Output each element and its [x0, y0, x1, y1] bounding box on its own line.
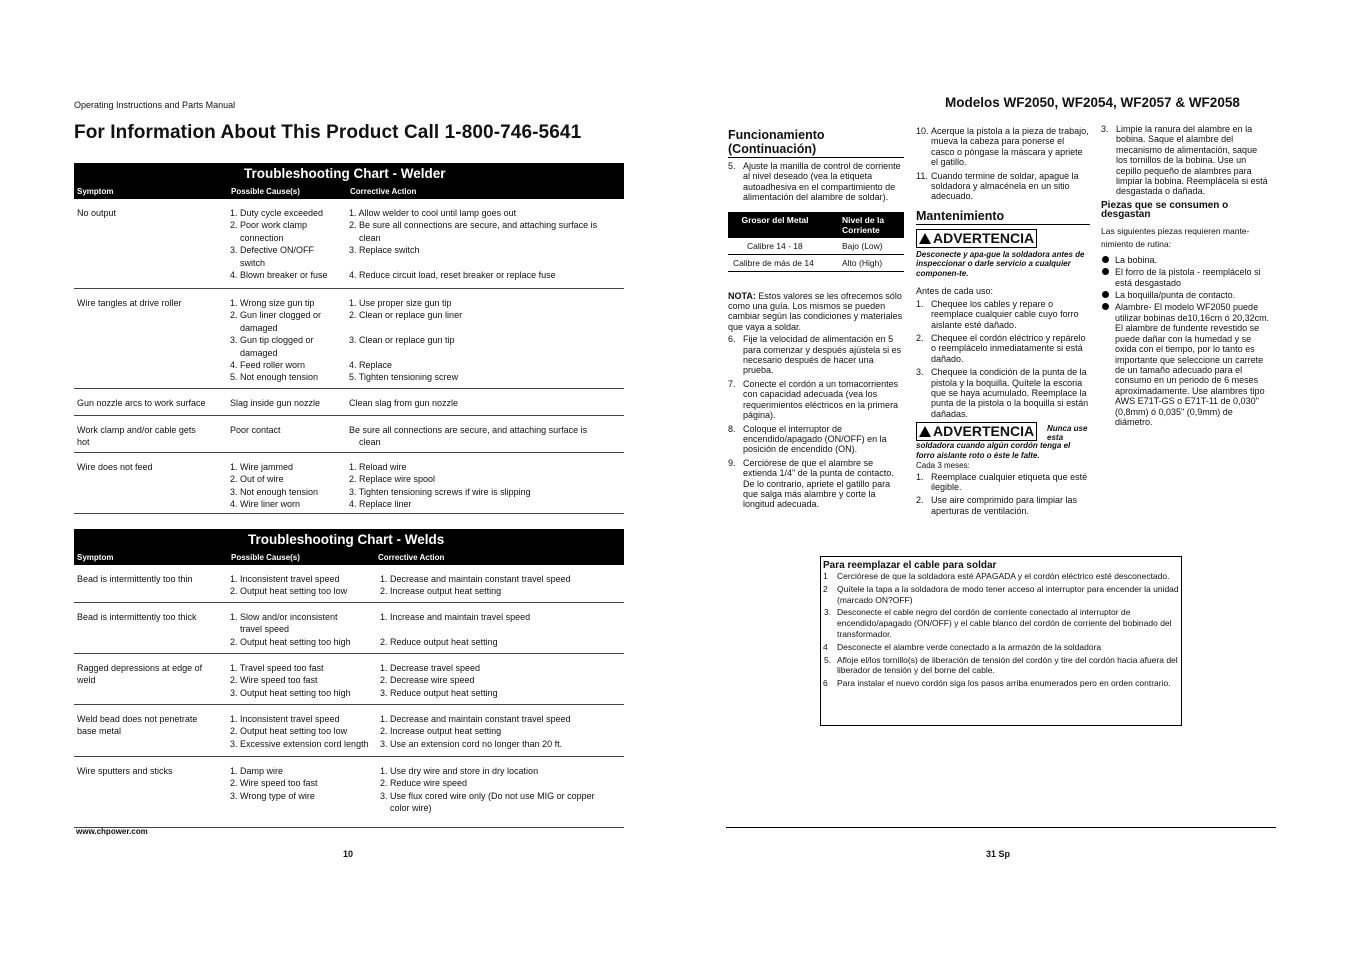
table-cell-causes [230, 207, 328, 281]
chart-title-bar [74, 529, 624, 551]
table-row [74, 453, 624, 514]
cell-line: 4. Wire liner worn [230, 499, 301, 510]
cell-line: hot [77, 437, 90, 448]
col-causes: Possible Cause(s) [231, 553, 300, 562]
cell-line: 3. Use flux cored wire only (Do not use MIG or copper [380, 790, 595, 801]
cell-line: Bead is intermittently too thin [77, 574, 193, 584]
cell-line: 3. Clean or replace gun tip [349, 335, 455, 346]
column-3 [1101, 124, 1271, 429]
item-text: Acerque la pistola a la pieza de trabajo, mueva la cabeza para ponerse el casco o póngase la máscara y apriete el gatillo. [931, 126, 1089, 168]
cell-line: 2. Reduce wire speed [380, 778, 468, 789]
item-text: Conecte el cordón a un tomacorrientes con capacidad adecuada (vea los requerimientos eléctricos en la primera página). [743, 378, 899, 421]
cell-line: Clean slag from gun nozzle [349, 398, 459, 408]
step-text: Desconecte el alambre verde conectado a la armazón de la soldadora [837, 641, 1102, 652]
table-row [728, 238, 904, 255]
cell-line: 2. Increase output heat setting [380, 726, 502, 737]
step-text: Cerciórese de que la soldadora esté APAGADA y el cordón eléctrico esté desconectado. [837, 571, 1170, 581]
cell-line: Poor contact [230, 425, 281, 435]
item-text: Cerciórese de que el alambre se extienda 1/4" de la punta de contacto. De lo contrario, apriete el gatillo para que salga más alambre y corte la longitud adecuada. [743, 457, 894, 510]
list-item [728, 424, 904, 455]
cell-line: 3. Wrong type of wire [230, 790, 315, 801]
cell-line: 1. Decrease and maintain constant travel speed [380, 714, 571, 724]
cell-line: 4. Feed roller worn [230, 360, 306, 371]
list-item [916, 299, 1090, 330]
cell-line: 2. Output heat setting too low [230, 586, 348, 597]
table-row [74, 289, 624, 389]
item-number: 6. [728, 334, 736, 345]
item-number: 11. [916, 170, 928, 181]
current-table [728, 212, 904, 272]
cell-line: 2. Reduce output heat setting [380, 636, 498, 647]
item-list [728, 334, 904, 510]
item-list [916, 126, 1090, 202]
cell-line: 2. Out of wire [230, 474, 284, 485]
column-2 [916, 126, 1090, 519]
cell-line: damaged [240, 347, 278, 358]
cell-line: clean [359, 437, 381, 448]
cell-line: 3. Not enough tension [230, 486, 319, 497]
table-cell-symptom [77, 765, 173, 777]
item-text: Coloque el interruptor de encendido/apagado (ON/OFF) en la posición de encendido (ON). [743, 423, 887, 455]
bullet-item [1101, 255, 1271, 265]
item-text: Use aire comprimido para limpiar las aperturas de ventilación. [931, 495, 1078, 516]
list-item [916, 367, 1090, 419]
cell-line: connection [240, 232, 284, 243]
section-rule [916, 224, 1090, 225]
item-number: 2. [916, 332, 924, 343]
table-cell-causes [230, 611, 351, 648]
cell-line: Ragged depressions at edge of [77, 663, 203, 673]
warning-1-text: Desconecte y apa-gue la soldadora antes de inspeccionar o darle servicio a cualquier componen-te. [916, 249, 1085, 278]
cell-line [380, 623, 530, 635]
page-number: 31 Sp [986, 849, 1011, 859]
replace-step [821, 655, 1181, 677]
page-number: 10 [343, 849, 354, 859]
step-text: Para instalar el nuevo cordón siga los pasos arriba enumerados pero en orden contrario. [837, 678, 1171, 689]
item-number: 2. [916, 495, 924, 506]
step-number: 2 [823, 583, 828, 594]
item-number: 1. [916, 471, 924, 482]
table-cell-causes [230, 662, 351, 699]
table-cell-current: Bajo (Low) [842, 240, 883, 251]
step-number: 3. [824, 607, 832, 618]
welds-troubleshooting-chart [74, 529, 624, 828]
cell-line: 2. Poor work clamp [230, 220, 308, 231]
table-header-current: Nivel de la Corriente [842, 214, 885, 235]
nota-text: Estos valores se les ofrecemos sólo como una guía. Los mismos se pueden cambiar según las condiciones y materiales que vaya a soldar. [728, 290, 903, 332]
cell-line: 2. Decrease wire speed [380, 675, 475, 686]
bullet-text: La bobina. [1115, 254, 1158, 265]
list-item [916, 472, 1090, 493]
table-cell-causes [230, 461, 318, 511]
cell-line: 1. Wrong size gun tip [230, 298, 315, 308]
table-row [74, 757, 624, 828]
table-cell-symptom [77, 662, 202, 687]
col-action: Corrective Action [350, 187, 417, 196]
table-cell-symptom [77, 611, 197, 623]
bullet-dot-icon [1102, 291, 1109, 298]
mantenimiento-title: Mantenimiento [916, 208, 1005, 223]
cell-line: Wire does not feed [77, 462, 153, 472]
item-number: 1. [916, 298, 924, 309]
item-list [1101, 124, 1271, 197]
bullet-item [1101, 267, 1271, 288]
table-cell-actions [349, 461, 531, 511]
replace-step [821, 678, 1181, 689]
cell-line: 1. Use dry wire and store in dry location [380, 766, 539, 776]
table-row [74, 603, 624, 654]
table-header-metal: Grosor del Metal [741, 214, 809, 225]
list-item [728, 379, 904, 421]
cell-line: Slag inside gun nozzle [230, 398, 321, 408]
bullet-dot-icon [1102, 268, 1109, 275]
bullet-text: El forro de la pistola - reemplácelo si está desgastado [1115, 267, 1261, 288]
table-cell-causes [230, 713, 369, 750]
item-text: Limpie la ranura del alambre en la bobina. Saque el alambre del mecanismo de alimentación, saque los tornillos de la bobina. Use un cepillo pequeño de alambres para limpiar la bobina. Reemplácela si está desgastada o dañada. [1116, 124, 1268, 197]
manual-header: Operating Instructions and Parts Manual [74, 100, 236, 110]
cell-line: clean [359, 232, 381, 243]
piezas-title: Piezas que se consumen o desgastan [1101, 199, 1229, 221]
item-number: 7. [728, 378, 736, 389]
antes-label: Antes de cada uso: [916, 286, 994, 297]
cell-line: No output [77, 208, 117, 218]
warning-badge [916, 422, 1037, 441]
bullet-text: La boquilla/punta de contacto. [1115, 290, 1236, 301]
item-number: 8. [728, 423, 736, 434]
cell-line: Wire tangles at drive roller [77, 298, 182, 308]
cell-line: 1. Decrease travel speed [380, 663, 481, 673]
cell-line: 1. Damp wire [230, 766, 284, 776]
item-number: 3. [1101, 124, 1109, 134]
table-cell-causes [230, 397, 320, 409]
col-symptom: Symptom [77, 187, 114, 196]
table-cell-symptom [77, 573, 193, 585]
table-cell-causes [230, 765, 318, 802]
table-cell-actions [349, 297, 462, 384]
item-text: Chequee la condición de la punta de la pistola y la boquilla. Quítele la escoria que se haya acumulado. Reemplace la punta de la pistola o la boquilla si están dañadas. [931, 367, 1089, 419]
funcionamiento-section [728, 128, 904, 513]
table-cell-actions [380, 611, 530, 648]
item-list [728, 161, 904, 203]
cell-line: 1. Inconsistent travel speed [230, 574, 340, 584]
cell-line: Wire sputters and sticks [77, 766, 173, 776]
cell-line: 5. Tighten tensioning screw [349, 372, 459, 383]
list-item [916, 333, 1090, 364]
cell-line: switch [240, 257, 266, 268]
list-item [1101, 124, 1271, 197]
table-cell-symptom [77, 424, 196, 449]
list-item [728, 334, 904, 376]
cell-line: Work clamp and/or cable gets [77, 425, 196, 435]
item-list [916, 472, 1090, 517]
cell-line: 1. Wire jammed [230, 462, 294, 472]
cell-line: 1. Duty cycle exceeded [230, 208, 324, 218]
cell-line: 1. Allow welder to cool until lamp goes out [349, 208, 517, 218]
item-list [916, 299, 1090, 419]
replace-cable-box [820, 556, 1182, 726]
table-cell-current: Alto (High) [842, 257, 883, 268]
step-number: 1 [823, 571, 828, 581]
footer-url: www.chpower.com [76, 827, 148, 836]
table-cell-symptom [77, 397, 206, 409]
welder-troubleshooting-chart [74, 163, 624, 514]
step-text: Desconecte el cable negro del cordón de corriente conectado al interruptor de encendido/apagado (ON/OFF) y el cable blanco del cordón de corriente del bobinado del transformador. [837, 607, 1172, 639]
cell-line: Gun nozzle arcs to work surface [77, 398, 206, 408]
section-title-line1: Funcionamiento [728, 128, 825, 142]
table-row [74, 654, 624, 705]
warning-2-lead: Nunca use esta [1047, 424, 1088, 443]
bullet-item [1101, 302, 1271, 427]
cell-line: 2. Output heat setting too high [230, 636, 351, 647]
cell-line: 1. Increase and maintain travel speed [380, 612, 531, 622]
cell-line: 4. Replace liner [349, 499, 412, 510]
warning-icon [919, 426, 931, 437]
cell-line: 2. Output heat setting too low [230, 726, 348, 737]
footer-rule [726, 827, 1276, 828]
warning-icon [919, 233, 931, 244]
table-cell-metal: Calibre 14 - 18 [747, 240, 803, 251]
bullet-item [1101, 290, 1271, 300]
cell-line: 3. Output heat setting too high [230, 687, 351, 698]
warning-2 [916, 422, 1090, 441]
nota [728, 291, 904, 333]
warning-2-text: soldadora cuando algún cordón tenga el forro aislante roto o éste le falte. [916, 441, 1071, 460]
cell-line [349, 257, 597, 269]
table-row [74, 199, 624, 289]
cell-line: 5. Not enough tension [230, 372, 319, 383]
table-cell-actions [380, 662, 498, 699]
table-row [74, 389, 624, 416]
cell-line: 3. Defective ON/OFF [230, 245, 315, 256]
item-number: 5. [728, 161, 736, 171]
cell-line: 1. Travel speed too fast [230, 663, 324, 673]
cell-line: Weld bead does not penetrate [77, 714, 198, 724]
step-number: 5. [824, 654, 832, 665]
chart-title-bar [74, 163, 624, 185]
table-cell-actions [349, 397, 458, 409]
cell-line: 2. Increase output heat setting [380, 586, 502, 597]
table-cell-causes [230, 424, 281, 436]
chart-column-headers [74, 185, 624, 199]
bullet-dot-icon [1102, 303, 1109, 310]
item-text: Fije la velocidad de alimentación en 5 para comenzar y después ajústela si es necesario después de hacer una prueba. [743, 334, 902, 376]
section-rule [728, 157, 904, 158]
table-row [74, 705, 624, 757]
cell-line [349, 322, 462, 334]
step-text: Afloje el/los tornillo(s) de liberación de tensión del cordón y tire del cordón hacia afuera del liberador de tensión y del borne del cable. [837, 654, 1178, 676]
cell-line [349, 347, 462, 359]
cell-line: Be sure all connections are secure, and attaching surface is [349, 425, 588, 435]
warning-badge [916, 229, 1037, 248]
bullet-text: Alambre- El modelo WF2050 puede utilizar bobinas de10,16cm ó 20,32cm. El alambre de fundente revestido se puede dañar con la humedad y se oxida con el tiempo, por lo tanto es importante que seleccione un carrete de un tamaño adecuado para el consumo en un periodo de 6 meses aproximadamente. Use alambres tipo AWS E71T-GS o E71T-11 de 0,030" (0,8mm) ó 0,035" (0,9mm) de diámetro. [1115, 302, 1270, 427]
cell-line: 4. Replace [349, 360, 393, 371]
table-row [74, 416, 624, 453]
table-cell-symptom [77, 713, 197, 738]
cell-line: 1. Use proper size gun tip [349, 298, 452, 308]
replace-step [821, 571, 1181, 582]
table-cell-actions [380, 573, 571, 598]
cell-line: 2. Clean or replace gun liner [349, 310, 463, 321]
table-cell-actions [349, 424, 587, 449]
cell-line: 3. Use an extension cord no longer than 20 ft. [380, 738, 563, 749]
right-page [675, 0, 1351, 954]
table-row [74, 565, 624, 603]
list-item [916, 171, 1090, 202]
nota-label: NOTA: [728, 290, 756, 301]
item-number: 9. [728, 457, 736, 468]
step-number: 4 [823, 641, 828, 652]
cell-line: damaged [240, 322, 278, 333]
table-cell-causes [230, 573, 347, 598]
cell-line: 1. Decrease and maintain constant travel speed [380, 574, 571, 584]
table-row [728, 255, 904, 272]
cell-line: Bead is intermittently too thick [77, 612, 197, 622]
section-title [728, 128, 904, 156]
table-cell-symptom [77, 297, 182, 309]
cell-line: 3. Reduce output heat setting [380, 687, 498, 698]
cell-line: 2. Be sure all connections are secure, and attaching surface is [349, 220, 598, 231]
cell-line: 2. Gun liner clogged or [230, 310, 322, 321]
replace-step [821, 584, 1181, 606]
chart-title: Troubleshooting Chart - Welder [244, 166, 446, 181]
warning-label: ADVERTENCIA [933, 423, 1035, 440]
replace-box-title: Para reemplazar el cable para soldar [823, 560, 997, 571]
cell-line: 4. Reduce circuit load, reset breaker or replace fuse [349, 270, 556, 281]
cell-line: 1. Slow and/or inconsistent [230, 612, 338, 622]
col-symptom: Symptom [77, 553, 114, 562]
cada3-label: Cada 3 meses: [916, 461, 970, 471]
step-text: Quítele la tapa a la soldadora de modo tener acceso al interruptor para encender la unidad (marcado ON?OFF) [837, 583, 1179, 605]
piezas-intro: Las siguientes piezas requieren mante-nimiento de rutina: [1101, 225, 1250, 249]
cell-line: weld [77, 675, 96, 686]
item-number: 10. [916, 126, 929, 136]
list-item [728, 161, 904, 203]
cell-line: color wire) [390, 803, 432, 814]
step-number: 6 [823, 678, 828, 689]
page-title: For Information About This Product Call 1-800-746-5641 [74, 122, 582, 143]
item-text: Ajuste la manilla de control de corriente al nivel deseado (vea la etiqueta autoadhesiva en el compartimiento de alimentación del alambre de soldar). [743, 161, 901, 203]
item-text: Chequee los cables y repare o reemplace cualquier cable cuyo forro aislante esté dañado. [931, 298, 1079, 330]
left-page [0, 0, 675, 954]
item-text: Reemplace cualquier etiqueta que esté ilegible. [931, 471, 1088, 493]
warning-1 [916, 229, 1090, 248]
section-title-line2: (Continuación) [728, 142, 817, 156]
replace-steps [821, 571, 1181, 689]
item-number: 3. [916, 367, 924, 378]
chart-title: Troubleshooting Chart - Welds [248, 532, 445, 547]
bullet-dot-icon [1102, 256, 1109, 263]
cell-line: base metal [77, 726, 122, 737]
col-action: Corrective Action [378, 553, 445, 562]
table-cell-causes [230, 297, 321, 384]
cell-line: 4. Blown breaker or fuse [230, 270, 328, 281]
item-text: Cuando termine de soldar, apague la soldadora y almacénela en un sitio adecuado. [931, 170, 1079, 202]
table-cell-symptom [77, 207, 116, 219]
table-cell-actions [380, 713, 571, 750]
cell-line: 3. Gun tip clogged or [230, 335, 314, 346]
table-cell-symptom [77, 461, 153, 473]
replace-step [821, 642, 1181, 653]
list-item [916, 495, 1090, 516]
cell-line: 3. Replace switch [349, 245, 420, 256]
cell-line: 3. Tighten tensioning screws if wire is slipping [349, 486, 531, 497]
cell-line: 1. Reload wire [349, 462, 407, 472]
item-text: Chequee el cordón eléctrico y repárelo o reemplácelo inmediatamente si está dañado. [931, 332, 1086, 364]
cell-line: 2. Wire speed too fast [230, 675, 318, 686]
models-heading: Modelos WF2050, WF2054, WF2057 & WF2058 [945, 95, 1240, 110]
bullet-list [1101, 255, 1271, 428]
table-header [728, 212, 904, 238]
cell-line: 2. Wire speed too fast [230, 778, 318, 789]
replace-step [821, 607, 1181, 639]
table-cell-metal: Calibre de más de 14 [733, 257, 814, 268]
table-cell-actions [380, 765, 595, 815]
cell-line: 2. Replace wire spool [349, 474, 436, 485]
list-item [728, 458, 904, 510]
cell-line: 3. Excessive extension cord length [230, 738, 369, 749]
chart-column-headers [74, 551, 624, 565]
col-causes: Possible Cause(s) [231, 187, 300, 196]
warning-label: ADVERTENCIA [933, 229, 1035, 246]
cell-line: 1. Inconsistent travel speed [230, 714, 340, 724]
cell-line: travel speed [240, 624, 290, 635]
list-item [916, 126, 1090, 168]
table-cell-actions [349, 207, 597, 281]
